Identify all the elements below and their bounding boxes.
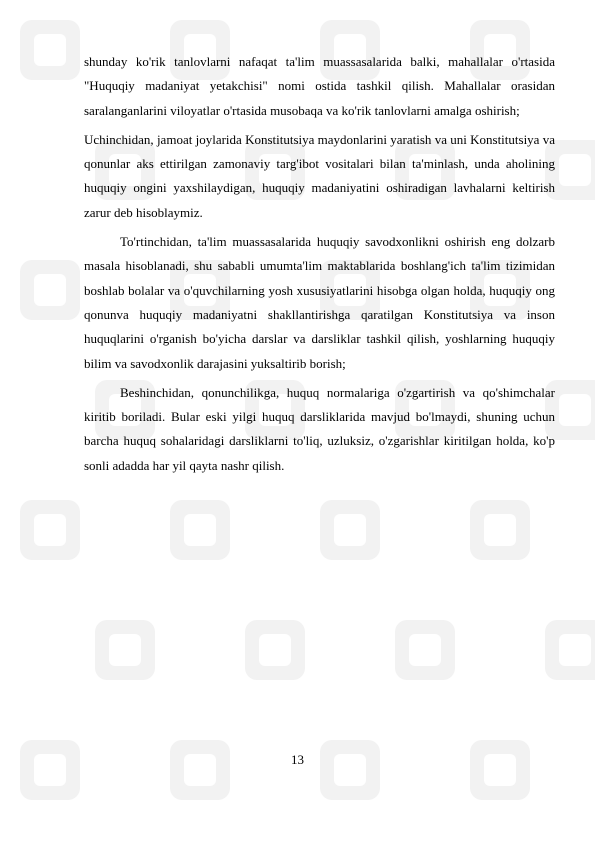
paragraph-1: shunday ko'rik tanlovlarni nafaqat ta'lim muassasalarida balki, mahallalar o'rtasida "Huquqiy madaniyat yetakchisi" nomi ostida tashkil qilish. Mahallalar orasidan saralanganlarini viloyatlar o'rtasida musobaqa va ko'rik tanlovlarni amalga oshirish; <box>84 54 555 118</box>
paragraph-2: Uchinchidan, jamoat joylarida Konstitutsiya maydonlarini yaratish va uni Konstitutsiya va qonunlar aks ettirilgan zamonaviy targ'ibot vositalari bilan ta'minlash, unda aholining huquqiy ongini yaxshilaydigan, huquqiy madaniyatini oshiradigan lavhalarni keltirish zarur deb hisoblaymiz. <box>84 131 555 220</box>
page-number: 13 <box>291 752 304 767</box>
paragraph-4: Beshinchidan, qonunchilikga, huquq normalariga o'zgartirish va qo'shimchalar kiritib boriladi. Bular eski yilgi huquq darsliklarida mavjud bo'lmaydi, shuning uchun barcha huquq sohalaridagi darsliklarni to'liq, uzluksiz, o'zgarishlar kiritilgan holda, ko'p sonli adadda har yil qayta nashr qilish. <box>84 384 555 473</box>
paragraph-3: To'rtinchidan, ta'lim muassasalarida huquqiy savodxonlikni oshirish eng dolzarb masala hisoblanadi, shu sababli umumta'lim maktablarida boshlang'ich ta'lim tizimidan boshlab bolalar va o'quvchilarning yosh xususiyatlarini hisobga olgan holda, huquqiy ong qonunva huquqiy madaniyatni shakllantirishga qaratilgan Konstitutsiya va inson huquqlarini o'rganish bo'yicha darslar va darsliklar tashkil qilish, yoshlarning huquqiy bilim va savodxonlik darajasini yuksaltirib borish; <box>84 234 555 371</box>
body-text <box>84 50 555 483</box>
